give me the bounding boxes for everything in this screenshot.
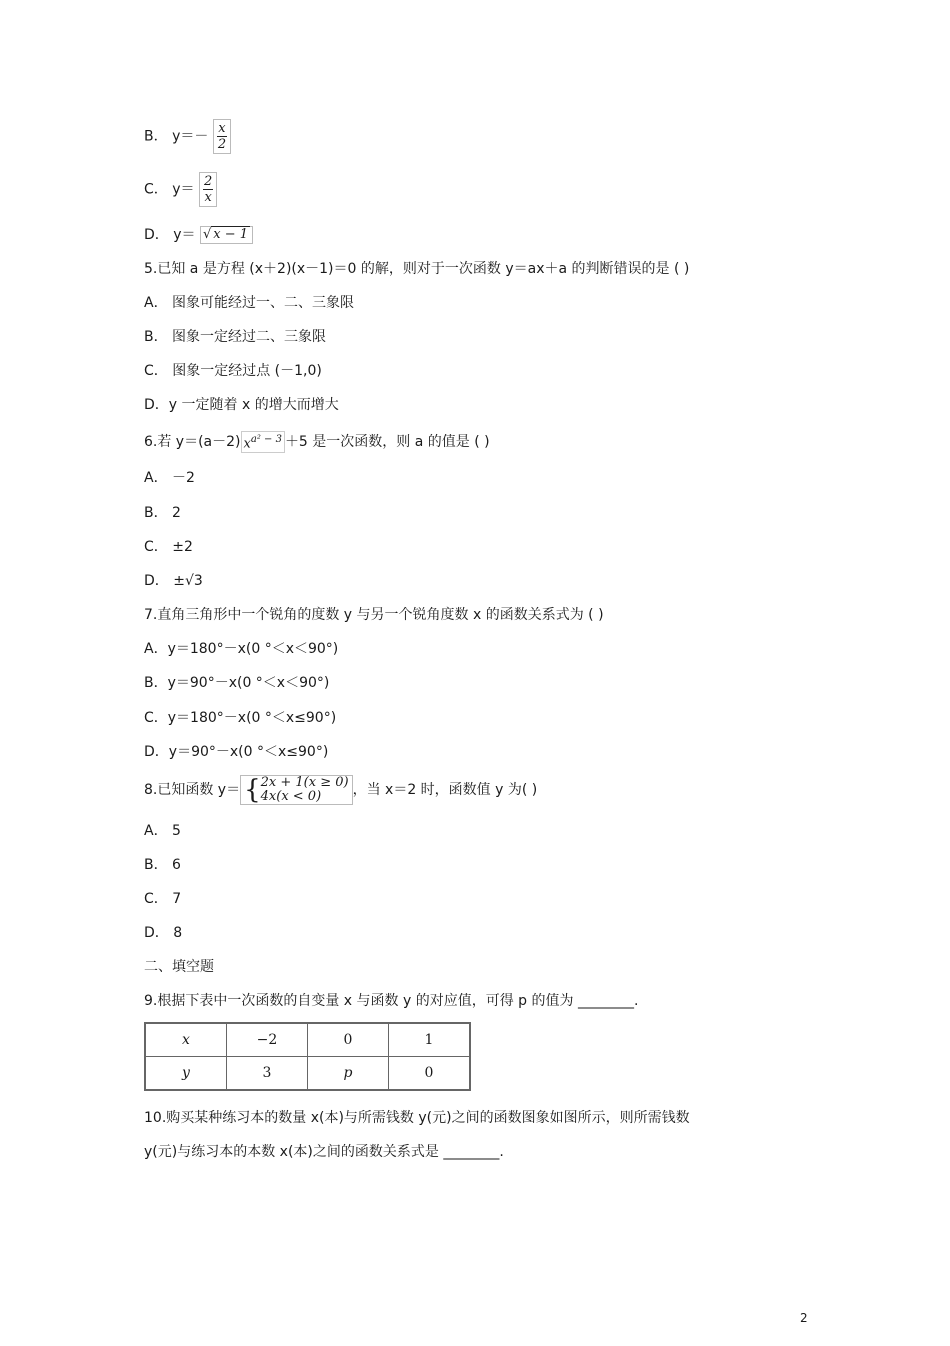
q5-option-a: A． 图象可能经过一、二、三象限	[144, 295, 355, 311]
table-cell: y	[145, 1057, 227, 1091]
table-row	[145, 1023, 470, 1057]
q4-option-c: C． y＝ $\frac{2}{x}$	[144, 172, 217, 207]
q8-option-c: C． 7	[144, 891, 182, 907]
q6-option-b: B． 2	[144, 505, 181, 521]
q9-stem: 9.根据下表中一次函数的自变量 x 与函数 y 的对应值，可得 p 的值为 ________.	[144, 993, 639, 1009]
table-cell: 0	[308, 1023, 389, 1057]
piecewise-function: { 2x + 1(x ≥ 0) 4x(x < 0)	[240, 775, 352, 805]
q6-stem: 6.若 y＝(a－2) $x^{a^2 - 3} +5$ 是一次函数，则 a 的值是 ( )	[144, 431, 490, 453]
fraction: $\frac{2}{x}$	[199, 172, 217, 207]
q10-line2: y(元)与练习本的本数 x(本)之间的函数关系式是 ________.	[144, 1144, 504, 1160]
table-cell: x	[145, 1023, 227, 1057]
q5-stem: 5.已知 a 是方程 (x＋2)(x－1)＝0 的解，则对于一次函数 y＝ax＋a 的判断错误的是 ( )	[144, 261, 690, 277]
q5-option-d: D．y 一定随着 x 的增大而增大	[144, 397, 339, 413]
table-cell: 3	[227, 1057, 308, 1091]
q6-option-a: A． －2	[144, 470, 195, 486]
q5-option-c: C． 图象一定经过点 (－1,0)	[144, 363, 322, 379]
section-heading: 二、填空题	[144, 959, 214, 975]
q5-option-b: B． 图象一定经过二、三象限	[144, 329, 327, 345]
table-cell: 0	[389, 1057, 471, 1091]
q6-option-c: C． ±2	[144, 539, 193, 555]
table-row	[145, 1057, 470, 1091]
page-number: 2	[800, 1311, 808, 1325]
q7-option-a: A．y＝180°－x(0 °＜x＜90°)	[144, 641, 339, 657]
q8-option-b: B． 6	[144, 857, 181, 873]
q4-option-d: D． y＝ √ x − 1	[144, 226, 253, 244]
q10-line1: 10.购买某种练习本的数量 x(本)与所需钱数 y(元)之间的函数图象如图所示，则所需钱数	[144, 1110, 690, 1126]
table-cell: −2	[227, 1023, 308, 1057]
q8-option-d: D． 8	[144, 925, 183, 941]
q8-stem: 8.已知函数 y＝ { 2x + 1(x ≥ 0) 4x(x < 0) ，当 x＝2 时，函数值 y 为( )	[144, 775, 538, 805]
q7-option-c: C．y＝180°－x(0 °＜x≤90°)	[144, 710, 337, 726]
table-cell: p	[308, 1057, 389, 1091]
power-expression: $x^{a^2 - 3}$	[241, 431, 285, 453]
square-root: √ x − 1	[200, 226, 253, 244]
table-cell: 1	[389, 1023, 471, 1057]
q7-option-b: B．y＝90°－x(0 °＜x＜90°)	[144, 675, 330, 691]
q7-stem: 7.直角三角形中一个锐角的度数 y 与另一个锐角度数 x 的函数关系式为 ( )	[144, 607, 604, 623]
q4-option-b: B． y＝－ $\frac{x}{2}$	[144, 119, 231, 154]
value-table	[144, 1022, 471, 1091]
fraction: $\frac{x}{2}$	[213, 119, 231, 154]
q6-option-d: D． ±√3	[144, 573, 203, 589]
q7-option-d: D．y＝90°－x(0 °＜x≤90°)	[144, 744, 329, 760]
q8-option-a: A． 5	[144, 823, 181, 839]
